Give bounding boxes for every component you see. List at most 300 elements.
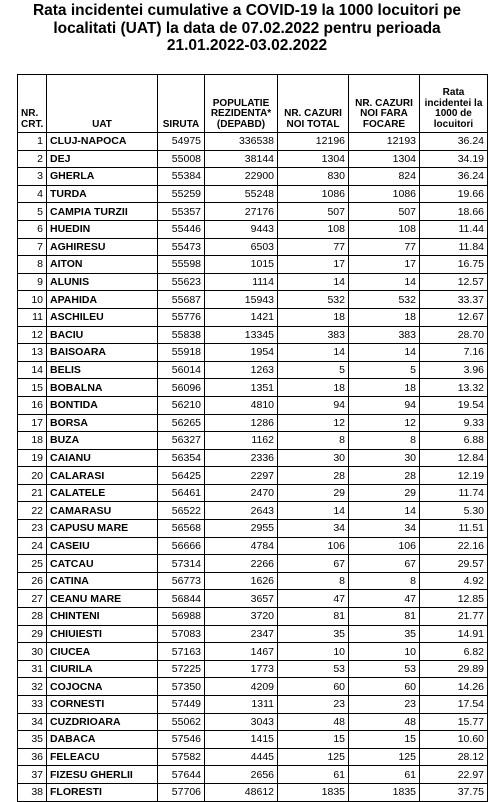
cell-cazuri-noi-total: 14 bbox=[278, 344, 349, 362]
cell-rata-incidentei: 37.75 bbox=[420, 783, 488, 801]
cell-siruta: 57546 bbox=[158, 731, 205, 749]
table-row bbox=[18, 748, 488, 766]
cell-uat: BACIU bbox=[47, 326, 158, 344]
cell-crt: 16 bbox=[18, 396, 47, 414]
cell-populatie: 38144 bbox=[205, 150, 278, 168]
cell-cazuri-noi-total: 48 bbox=[278, 713, 349, 731]
cell-rata-incidentei: 9.33 bbox=[420, 414, 488, 432]
cell-uat: HUEDIN bbox=[47, 220, 158, 238]
cell-rata-incidentei: 28.70 bbox=[420, 326, 488, 344]
title-line-3: 21.01.2022-03.02.2022 bbox=[166, 37, 328, 54]
cell-rata-incidentei: 6.82 bbox=[420, 643, 488, 661]
cell-cazuri-noi-total: 94 bbox=[278, 396, 349, 414]
cell-rata-incidentei: 11.84 bbox=[420, 238, 488, 256]
cell-cazuri-fara-focare: 77 bbox=[349, 238, 420, 256]
cell-crt: 32 bbox=[18, 678, 47, 696]
cell-uat: CEANU MARE bbox=[47, 590, 158, 608]
cell-populatie: 27176 bbox=[205, 203, 278, 221]
cell-siruta: 57582 bbox=[158, 748, 205, 766]
cell-crt: 6 bbox=[18, 220, 47, 238]
table-row bbox=[18, 150, 488, 168]
cell-cazuri-noi-total: 5 bbox=[278, 361, 349, 379]
cell-cazuri-noi-total: 18 bbox=[278, 379, 349, 397]
table-row bbox=[18, 414, 488, 432]
cell-uat: CALATELE bbox=[47, 484, 158, 502]
table-row bbox=[18, 537, 488, 555]
cell-siruta: 55776 bbox=[158, 308, 205, 326]
table-row bbox=[18, 555, 488, 573]
cell-populatie: 1311 bbox=[205, 696, 278, 714]
cell-cazuri-fara-focare: 8 bbox=[349, 572, 420, 590]
cell-cazuri-fara-focare: 47 bbox=[349, 590, 420, 608]
table-row bbox=[18, 203, 488, 221]
cell-cazuri-fara-focare: 383 bbox=[349, 326, 420, 344]
table-row bbox=[18, 467, 488, 485]
cell-rata-incidentei: 11.74 bbox=[420, 484, 488, 502]
cell-populatie: 55248 bbox=[205, 185, 278, 203]
cell-uat: ASCHILEU bbox=[47, 308, 158, 326]
cell-uat: AGHIRESU bbox=[47, 238, 158, 256]
cell-crt: 7 bbox=[18, 238, 47, 256]
title-line-1: Rata incidentei cumulative a COVID-19 la 1000 locuitori pe bbox=[32, 2, 462, 19]
cell-populatie: 2643 bbox=[205, 502, 278, 520]
cell-siruta: 55062 bbox=[158, 713, 205, 731]
cell-populatie: 1773 bbox=[205, 660, 278, 678]
cell-cazuri-noi-total: 830 bbox=[278, 168, 349, 186]
cell-populatie: 2347 bbox=[205, 625, 278, 643]
cell-crt: 10 bbox=[18, 291, 47, 309]
table-row bbox=[18, 590, 488, 608]
table-body bbox=[18, 133, 488, 802]
cell-crt: 21 bbox=[18, 484, 47, 502]
cell-siruta: 56210 bbox=[158, 396, 205, 414]
cell-crt: 30 bbox=[18, 643, 47, 661]
cell-cazuri-fara-focare: 18 bbox=[349, 379, 420, 397]
cell-rata-incidentei: 16.75 bbox=[420, 256, 488, 274]
cell-uat: BONTIDA bbox=[47, 396, 158, 414]
cell-cazuri-fara-focare: 53 bbox=[349, 660, 420, 678]
cell-populatie: 2656 bbox=[205, 766, 278, 784]
table-row bbox=[18, 696, 488, 714]
cell-rata-incidentei: 36.24 bbox=[420, 133, 488, 151]
cell-populatie: 336538 bbox=[205, 133, 278, 151]
cell-cazuri-fara-focare: 29 bbox=[349, 484, 420, 502]
table-row bbox=[18, 361, 488, 379]
cell-siruta: 55473 bbox=[158, 238, 205, 256]
cell-uat: BORSA bbox=[47, 414, 158, 432]
cell-populatie: 4445 bbox=[205, 748, 278, 766]
cell-populatie: 1263 bbox=[205, 361, 278, 379]
cell-cazuri-noi-total: 17 bbox=[278, 256, 349, 274]
cell-cazuri-fara-focare: 15 bbox=[349, 731, 420, 749]
cell-siruta: 57449 bbox=[158, 696, 205, 714]
cell-uat: BAISOARA bbox=[47, 344, 158, 362]
cell-populatie: 3657 bbox=[205, 590, 278, 608]
table-row bbox=[18, 133, 488, 151]
cell-populatie: 15943 bbox=[205, 291, 278, 309]
cell-rata-incidentei: 6.88 bbox=[420, 432, 488, 450]
cell-populatie: 13345 bbox=[205, 326, 278, 344]
cell-populatie: 1415 bbox=[205, 731, 278, 749]
cell-uat: CUZDRIOARA bbox=[47, 713, 158, 731]
table-row bbox=[18, 520, 488, 538]
cell-crt: 13 bbox=[18, 344, 47, 362]
cell-uat: CAIANU bbox=[47, 449, 158, 467]
cell-siruta: 56096 bbox=[158, 379, 205, 397]
cell-populatie: 22900 bbox=[205, 168, 278, 186]
cell-siruta: 55008 bbox=[158, 150, 205, 168]
table-row bbox=[18, 344, 488, 362]
cell-crt: 3 bbox=[18, 168, 47, 186]
cell-cazuri-noi-total: 12 bbox=[278, 414, 349, 432]
cell-populatie: 1421 bbox=[205, 308, 278, 326]
cell-siruta: 56844 bbox=[158, 590, 205, 608]
cell-uat: BELIS bbox=[47, 361, 158, 379]
table-row bbox=[18, 185, 488, 203]
cell-cazuri-fara-focare: 94 bbox=[349, 396, 420, 414]
cell-cazuri-noi-total: 8 bbox=[278, 572, 349, 590]
cell-cazuri-fara-focare: 67 bbox=[349, 555, 420, 573]
cell-rata-incidentei: 19.66 bbox=[420, 185, 488, 203]
cell-crt: 22 bbox=[18, 502, 47, 520]
cell-crt: 36 bbox=[18, 748, 47, 766]
cell-crt: 20 bbox=[18, 467, 47, 485]
cell-cazuri-noi-total: 14 bbox=[278, 502, 349, 520]
cell-rata-incidentei: 12.67 bbox=[420, 308, 488, 326]
cell-cazuri-noi-total: 532 bbox=[278, 291, 349, 309]
cell-cazuri-noi-total: 1086 bbox=[278, 185, 349, 203]
cell-rata-incidentei: 13.32 bbox=[420, 379, 488, 397]
cell-populatie: 4209 bbox=[205, 678, 278, 696]
cell-siruta: 55384 bbox=[158, 168, 205, 186]
cell-populatie: 9443 bbox=[205, 220, 278, 238]
cell-populatie: 1286 bbox=[205, 414, 278, 432]
cell-cazuri-fara-focare: 106 bbox=[349, 537, 420, 555]
cell-crt: 4 bbox=[18, 185, 47, 203]
cell-cazuri-noi-total: 61 bbox=[278, 766, 349, 784]
cell-populatie: 2955 bbox=[205, 520, 278, 538]
table-row bbox=[18, 678, 488, 696]
cell-uat: FLORESTI bbox=[47, 783, 158, 801]
cell-cazuri-fara-focare: 10 bbox=[349, 643, 420, 661]
cell-cazuri-fara-focare: 60 bbox=[349, 678, 420, 696]
cell-uat: GHERLA bbox=[47, 168, 158, 186]
cell-siruta: 55838 bbox=[158, 326, 205, 344]
cell-uat: TURDA bbox=[47, 185, 158, 203]
cell-cazuri-fara-focare: 23 bbox=[349, 696, 420, 714]
cell-uat: BUZA bbox=[47, 432, 158, 450]
cell-populatie: 1015 bbox=[205, 256, 278, 274]
cell-crt: 29 bbox=[18, 625, 47, 643]
cell-cazuri-fara-focare: 28 bbox=[349, 467, 420, 485]
cell-crt: 8 bbox=[18, 256, 47, 274]
cell-rata-incidentei: 19.54 bbox=[420, 396, 488, 414]
table-row bbox=[18, 168, 488, 186]
table-row bbox=[18, 256, 488, 274]
cell-siruta: 56988 bbox=[158, 608, 205, 626]
cell-crt: 31 bbox=[18, 660, 47, 678]
table-row bbox=[18, 273, 488, 291]
cell-cazuri-fara-focare: 17 bbox=[349, 256, 420, 274]
table-row bbox=[18, 731, 488, 749]
cell-rata-incidentei: 4.92 bbox=[420, 572, 488, 590]
cell-rata-incidentei: 14.91 bbox=[420, 625, 488, 643]
cell-cazuri-fara-focare: 507 bbox=[349, 203, 420, 221]
cell-uat: AITON bbox=[47, 256, 158, 274]
cell-rata-incidentei: 36.24 bbox=[420, 168, 488, 186]
cell-crt: 26 bbox=[18, 572, 47, 590]
header-siruta: SIRUTA bbox=[158, 75, 205, 133]
cell-siruta: 57225 bbox=[158, 660, 205, 678]
cell-populatie: 1114 bbox=[205, 273, 278, 291]
cell-uat: FELEACU bbox=[47, 748, 158, 766]
cell-siruta: 54975 bbox=[158, 133, 205, 151]
cell-rata-incidentei: 12.84 bbox=[420, 449, 488, 467]
cell-cazuri-noi-total: 53 bbox=[278, 660, 349, 678]
cell-cazuri-fara-focare: 34 bbox=[349, 520, 420, 538]
cell-rata-incidentei: 3.96 bbox=[420, 361, 488, 379]
cell-cazuri-fara-focare: 1304 bbox=[349, 150, 420, 168]
cell-cazuri-noi-total: 47 bbox=[278, 590, 349, 608]
cell-cazuri-noi-total: 30 bbox=[278, 449, 349, 467]
cell-uat: CHINTENI bbox=[47, 608, 158, 626]
cell-rata-incidentei: 12.85 bbox=[420, 590, 488, 608]
cell-cazuri-noi-total: 8 bbox=[278, 432, 349, 450]
cell-cazuri-noi-total: 35 bbox=[278, 625, 349, 643]
cell-cazuri-noi-total: 1835 bbox=[278, 783, 349, 801]
cell-uat: DEJ bbox=[47, 150, 158, 168]
cell-crt: 9 bbox=[18, 273, 47, 291]
cell-siruta: 56666 bbox=[158, 537, 205, 555]
cell-crt: 18 bbox=[18, 432, 47, 450]
cell-siruta: 55918 bbox=[158, 344, 205, 362]
cell-cazuri-fara-focare: 532 bbox=[349, 291, 420, 309]
cell-siruta: 57644 bbox=[158, 766, 205, 784]
cell-populatie: 3043 bbox=[205, 713, 278, 731]
cell-cazuri-fara-focare: 1086 bbox=[349, 185, 420, 203]
cell-crt: 34 bbox=[18, 713, 47, 731]
cell-rata-incidentei: 15.77 bbox=[420, 713, 488, 731]
cell-uat: CATCAU bbox=[47, 555, 158, 573]
cell-siruta: 55687 bbox=[158, 291, 205, 309]
cell-cazuri-noi-total: 15 bbox=[278, 731, 349, 749]
table-row bbox=[18, 625, 488, 643]
table-row bbox=[18, 326, 488, 344]
cell-rata-incidentei: 12.57 bbox=[420, 273, 488, 291]
cell-cazuri-noi-total: 81 bbox=[278, 608, 349, 626]
cell-rata-incidentei: 18.66 bbox=[420, 203, 488, 221]
cell-populatie: 1954 bbox=[205, 344, 278, 362]
cell-uat: CAMPIA TURZII bbox=[47, 203, 158, 221]
cell-cazuri-noi-total: 106 bbox=[278, 537, 349, 555]
cell-crt: 24 bbox=[18, 537, 47, 555]
cell-siruta: 56461 bbox=[158, 484, 205, 502]
cell-crt: 5 bbox=[18, 203, 47, 221]
cell-rata-incidentei: 33.37 bbox=[420, 291, 488, 309]
cell-rata-incidentei: 11.44 bbox=[420, 220, 488, 238]
cell-cazuri-noi-total: 67 bbox=[278, 555, 349, 573]
cell-rata-incidentei: 34.19 bbox=[420, 150, 488, 168]
cell-crt: 38 bbox=[18, 783, 47, 801]
cell-crt: 1 bbox=[18, 133, 47, 151]
cell-cazuri-noi-total: 23 bbox=[278, 696, 349, 714]
cell-populatie: 4784 bbox=[205, 537, 278, 555]
cell-populatie: 1351 bbox=[205, 379, 278, 397]
cell-uat: CIURILA bbox=[47, 660, 158, 678]
cell-uat: BOBALNA bbox=[47, 379, 158, 397]
cell-crt: 28 bbox=[18, 608, 47, 626]
cell-rata-incidentei: 11.51 bbox=[420, 520, 488, 538]
cell-crt: 19 bbox=[18, 449, 47, 467]
cell-cazuri-fara-focare: 5 bbox=[349, 361, 420, 379]
table-row bbox=[18, 449, 488, 467]
cell-populatie: 4810 bbox=[205, 396, 278, 414]
cell-cazuri-noi-total: 383 bbox=[278, 326, 349, 344]
cell-populatie: 1467 bbox=[205, 643, 278, 661]
cell-rata-incidentei: 21.77 bbox=[420, 608, 488, 626]
cell-uat: CAPUSU MARE bbox=[47, 520, 158, 538]
cell-siruta: 55623 bbox=[158, 273, 205, 291]
cell-cazuri-fara-focare: 12193 bbox=[349, 133, 420, 151]
cell-siruta: 57314 bbox=[158, 555, 205, 573]
table-row bbox=[18, 766, 488, 784]
cell-populatie: 2470 bbox=[205, 484, 278, 502]
cell-siruta: 55357 bbox=[158, 203, 205, 221]
cell-uat: CAMARASU bbox=[47, 502, 158, 520]
cell-crt: 27 bbox=[18, 590, 47, 608]
cell-siruta: 55598 bbox=[158, 256, 205, 274]
cell-cazuri-noi-total: 18 bbox=[278, 308, 349, 326]
cell-siruta: 55259 bbox=[158, 185, 205, 203]
cell-cazuri-fara-focare: 81 bbox=[349, 608, 420, 626]
header-cazuri-noi-total: NR. CAZURI NOI TOTAL bbox=[278, 75, 349, 133]
cell-uat: APAHIDA bbox=[47, 291, 158, 309]
cell-cazuri-noi-total: 10 bbox=[278, 643, 349, 661]
header-uat: UAT bbox=[47, 75, 158, 133]
cell-siruta: 55446 bbox=[158, 220, 205, 238]
cell-cazuri-fara-focare: 48 bbox=[349, 713, 420, 731]
incidence-table bbox=[17, 74, 488, 802]
cell-cazuri-fara-focare: 108 bbox=[349, 220, 420, 238]
cell-cazuri-fara-focare: 1835 bbox=[349, 783, 420, 801]
cell-populatie: 6503 bbox=[205, 238, 278, 256]
cell-uat: ALUNIS bbox=[47, 273, 158, 291]
cell-rata-incidentei: 12.19 bbox=[420, 467, 488, 485]
table-row bbox=[18, 713, 488, 731]
table-row bbox=[18, 572, 488, 590]
cell-populatie: 1626 bbox=[205, 572, 278, 590]
title-line-2: localitati (UAT) la data de 07.02.2022 pentru perioada bbox=[53, 19, 441, 37]
cell-siruta: 56265 bbox=[158, 414, 205, 432]
cell-cazuri-noi-total: 28 bbox=[278, 467, 349, 485]
cell-cazuri-fara-focare: 35 bbox=[349, 625, 420, 643]
cell-cazuri-noi-total: 34 bbox=[278, 520, 349, 538]
cell-rata-incidentei: 29.89 bbox=[420, 660, 488, 678]
cell-siruta: 57083 bbox=[158, 625, 205, 643]
table-row bbox=[18, 379, 488, 397]
cell-siruta: 57163 bbox=[158, 643, 205, 661]
table-row bbox=[18, 783, 488, 801]
cell-crt: 14 bbox=[18, 361, 47, 379]
cell-crt: 2 bbox=[18, 150, 47, 168]
table-row bbox=[18, 291, 488, 309]
cell-crt: 35 bbox=[18, 731, 47, 749]
cell-populatie: 2266 bbox=[205, 555, 278, 573]
cell-uat: CATINA bbox=[47, 572, 158, 590]
cell-cazuri-fara-focare: 18 bbox=[349, 308, 420, 326]
cell-cazuri-noi-total: 12196 bbox=[278, 133, 349, 151]
cell-cazuri-fara-focare: 14 bbox=[349, 344, 420, 362]
cell-siruta: 56425 bbox=[158, 467, 205, 485]
table-row bbox=[18, 432, 488, 450]
cell-rata-incidentei: 14.26 bbox=[420, 678, 488, 696]
cell-siruta: 56354 bbox=[158, 449, 205, 467]
cell-siruta: 57706 bbox=[158, 783, 205, 801]
cell-uat: DABACA bbox=[47, 731, 158, 749]
header-crt: NR. CRT. bbox=[18, 75, 47, 133]
cell-rata-incidentei: 10.60 bbox=[420, 731, 488, 749]
cell-crt: 11 bbox=[18, 308, 47, 326]
cell-crt: 15 bbox=[18, 379, 47, 397]
table-row bbox=[18, 660, 488, 678]
cell-cazuri-noi-total: 507 bbox=[278, 203, 349, 221]
cell-uat: FIZESU GHERLII bbox=[47, 766, 158, 784]
cell-uat: CORNESTI bbox=[47, 696, 158, 714]
cell-rata-incidentei: 5.30 bbox=[420, 502, 488, 520]
cell-uat: CALARASI bbox=[47, 467, 158, 485]
table-row bbox=[18, 502, 488, 520]
header-populatie: POPULATIE REZIDENTA* (DEPABD) bbox=[205, 75, 278, 133]
cell-rata-incidentei: 22.97 bbox=[420, 766, 488, 784]
header-cazuri-fara-focare: NR. CAZURI NOI FARA FOCARE bbox=[349, 75, 420, 133]
cell-populatie: 2297 bbox=[205, 467, 278, 485]
cell-cazuri-noi-total: 29 bbox=[278, 484, 349, 502]
table-row bbox=[18, 238, 488, 256]
cell-cazuri-noi-total: 125 bbox=[278, 748, 349, 766]
table-row bbox=[18, 608, 488, 626]
cell-uat: CASEIU bbox=[47, 537, 158, 555]
table-row bbox=[18, 484, 488, 502]
table-row bbox=[18, 643, 488, 661]
cell-uat: CHIUIESTI bbox=[47, 625, 158, 643]
cell-crt: 17 bbox=[18, 414, 47, 432]
cell-cazuri-noi-total: 14 bbox=[278, 273, 349, 291]
cell-cazuri-noi-total: 1304 bbox=[278, 150, 349, 168]
cell-cazuri-noi-total: 60 bbox=[278, 678, 349, 696]
cell-crt: 23 bbox=[18, 520, 47, 538]
cell-rata-incidentei: 7.16 bbox=[420, 344, 488, 362]
cell-rata-incidentei: 29.57 bbox=[420, 555, 488, 573]
cell-populatie: 1162 bbox=[205, 432, 278, 450]
cell-populatie: 48612 bbox=[205, 783, 278, 801]
cell-siruta: 57350 bbox=[158, 678, 205, 696]
cell-crt: 12 bbox=[18, 326, 47, 344]
cell-rata-incidentei: 28.12 bbox=[420, 748, 488, 766]
cell-crt: 33 bbox=[18, 696, 47, 714]
table-row bbox=[18, 308, 488, 326]
cell-rata-incidentei: 22.16 bbox=[420, 537, 488, 555]
cell-siruta: 56773 bbox=[158, 572, 205, 590]
cell-siruta: 56568 bbox=[158, 520, 205, 538]
cell-siruta: 56327 bbox=[158, 432, 205, 450]
header-rata-incidentei: Rata incidentei la 1000 de locuitori bbox=[420, 75, 488, 133]
cell-populatie: 3720 bbox=[205, 608, 278, 626]
cell-cazuri-fara-focare: 61 bbox=[349, 766, 420, 784]
cell-uat: COJOCNA bbox=[47, 678, 158, 696]
cell-cazuri-fara-focare: 30 bbox=[349, 449, 420, 467]
table-header-row bbox=[18, 75, 488, 133]
cell-crt: 25 bbox=[18, 555, 47, 573]
